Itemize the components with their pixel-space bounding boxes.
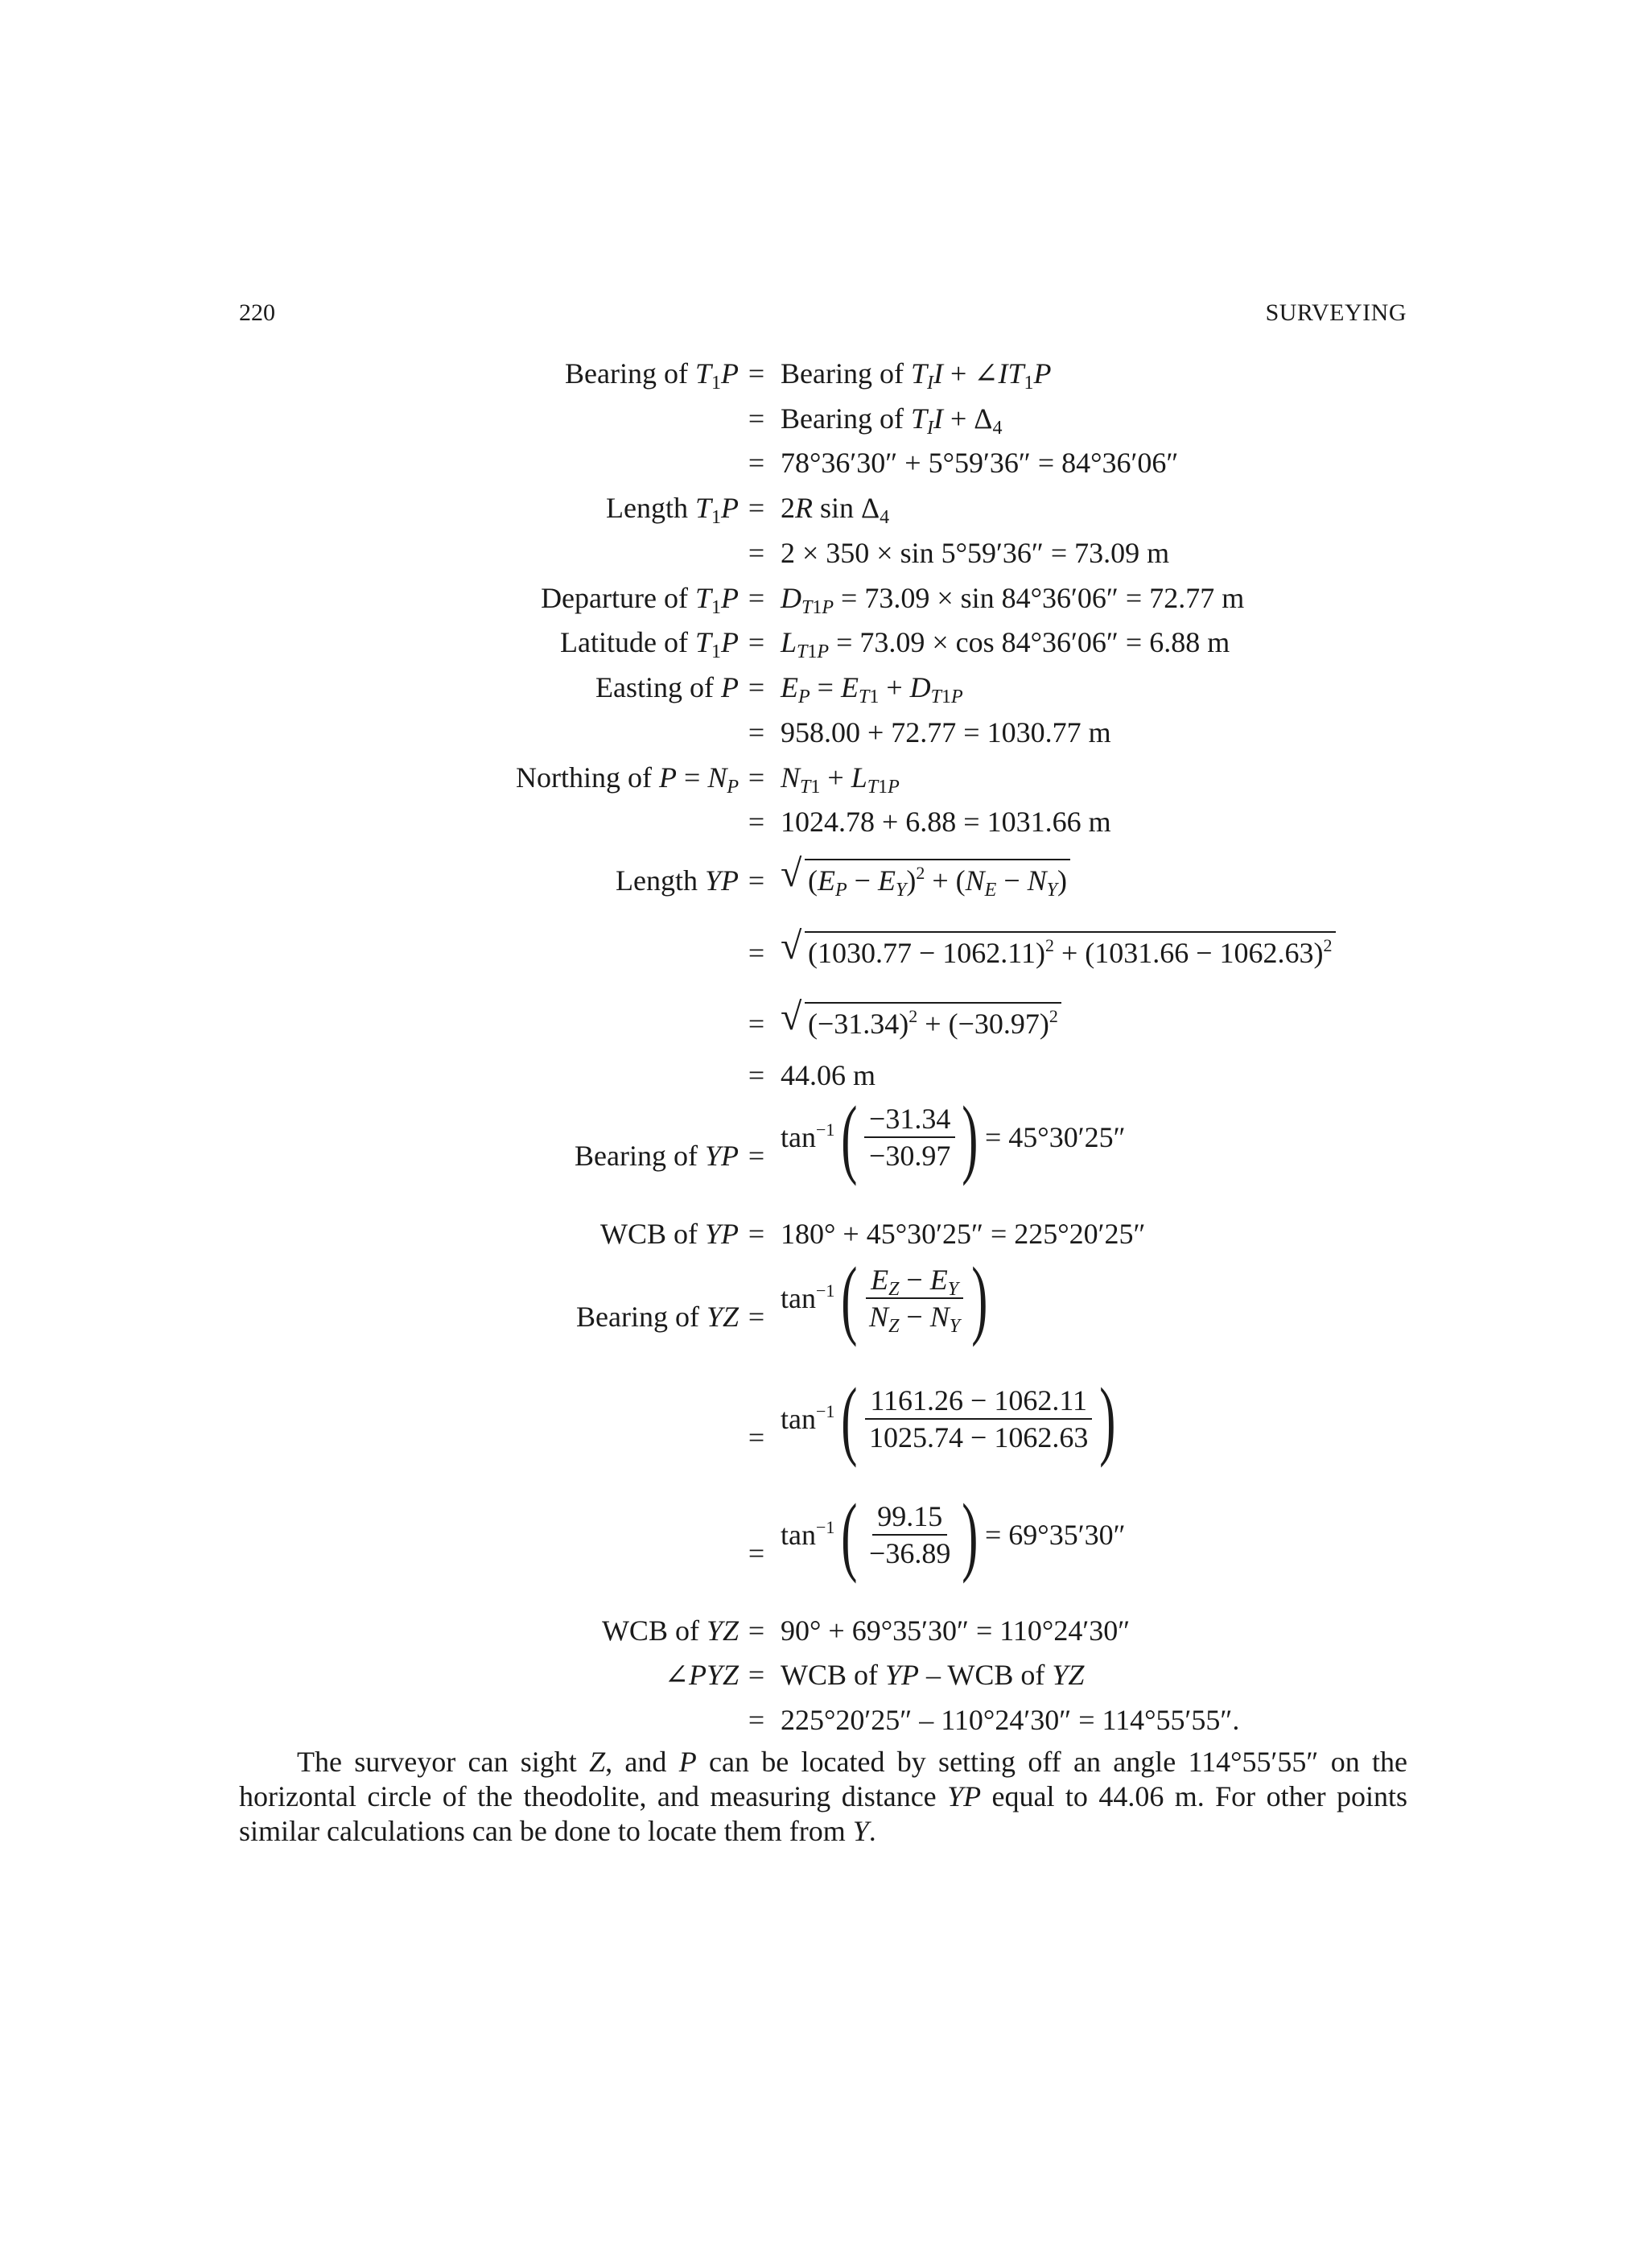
- eq-rhs: [781, 925, 1336, 975]
- eq-row-easting-value: [0, 710, 1648, 755]
- equals-sign: =: [748, 492, 765, 524]
- eq-row-length-yp-result: [0, 1053, 1648, 1098]
- conclusion-paragraph: [239, 1745, 1407, 1849]
- eq-row-bearing-yz: [0, 1249, 1648, 1347]
- eq-row-bearing-yp: [0, 1088, 1648, 1186]
- eq-rhs: $\tan^{-1}$ ( $\frac{1161.26 - 1062.11}{1025.74 - 1062.63}$ ): [781, 1370, 1116, 1468]
- eq-rhs: 44.06 m: [781, 1059, 876, 1091]
- eq-row-angle-pyz: [0, 1652, 1648, 1697]
- equals-sign: =: [748, 582, 765, 614]
- equals-sign: =: [748, 537, 765, 569]
- eq-rhs: $\tan^{-1}$ ( $\frac{99.15}{-36.89}$ ) = 69°35′30″: [781, 1486, 1126, 1584]
- running-head: SURVEYING: [1265, 299, 1407, 326]
- fraction: $\frac{99.15}{-36.89}$: [869, 1500, 951, 1569]
- fraction: $\frac{1161.26 - 1062.11}{1025.74 - 1062.63}$: [864, 1383, 1093, 1455]
- eq-row-bearing-value: [0, 440, 1648, 485]
- eq-rhs: 2 × 350 × sin 5°59′36″ = 73.09 m: [781, 537, 1170, 569]
- eq-lhs: Bearing of YP: [575, 1140, 739, 1172]
- eq-lhs: WCB of YP: [599, 1218, 739, 1250]
- eq-rhs: $L_{T1P} = 73.09 \times \cos 84^\circ 36'06'' = 6.88$ m: [781, 626, 1230, 662]
- eq-rhs: 180° + 45°30′25″ = 225°20′25″: [781, 1218, 1146, 1250]
- eq-row-wcb-yp: [0, 1211, 1648, 1256]
- eq-row-easting: [0, 665, 1648, 710]
- eq-lhs: Northing of $P = N_P$: [516, 761, 739, 798]
- equals-sign: =: [748, 671, 765, 703]
- equals-sign: =: [748, 402, 765, 435]
- equals-sign: =: [748, 716, 765, 748]
- eq-row-latitude: [0, 620, 1648, 665]
- equals-sign: =: [748, 1301, 765, 1333]
- eq-row-length-t1p: [0, 485, 1648, 530]
- eq-row-northing-value: [0, 799, 1648, 844]
- paragraph-text: The surveyor can sight Z, and P can be located by setting off an angle 114°55′55″ on the horizontal circle of the theodolite, and measuring distance YP equal to 44.06 m. For other points similar calculations can be done to locate them from Y.: [239, 1746, 1408, 1847]
- eq-rhs: WCB of YP – WCB of YZ: [781, 1659, 1085, 1691]
- equals-sign: =: [748, 864, 765, 897]
- eq-rhs: $D_{T1P} = 73.09 \times \sin 84^\circ 36'06'' = 72.77$ m: [781, 582, 1245, 618]
- equals-sign: =: [748, 1421, 765, 1454]
- eq-rhs: Bearing of $T_II$ + $\angle IT_1P$: [781, 357, 1052, 394]
- fraction: $\frac{E_Z - E_Y}{N_Z - N_Y}$: [864, 1262, 965, 1334]
- eq-rhs: 958.00 + 72.77 = 1030.77 m: [781, 716, 1111, 748]
- equals-sign: =: [748, 1059, 765, 1091]
- equals-sign: =: [748, 1614, 765, 1647]
- eq-row-angle-pyz-result: [0, 1697, 1648, 1742]
- eq-row-bearing-yz-result: [0, 1486, 1648, 1584]
- eq-lhs: Latitude of $T_1P$: [560, 626, 739, 662]
- eq-rhs: Bearing of $T_II + \Delta_4$: [781, 402, 1003, 439]
- equals-sign: =: [748, 1659, 765, 1691]
- equals-sign: =: [748, 1218, 765, 1250]
- equals-sign: =: [748, 1008, 765, 1040]
- eq-rhs: $\tan^{-1}$ ( $\frac{E_Z - E_Y}{N_Z - N_Y}$ ): [781, 1249, 988, 1347]
- equals-sign: =: [748, 1537, 765, 1569]
- page-number: 220: [239, 299, 275, 326]
- equals-sign: =: [748, 357, 765, 390]
- eq-lhs: Bearing of $T_1P$: [565, 357, 739, 394]
- eq-row-length-yp: [0, 852, 1648, 903]
- eq-lhs: Bearing of YZ: [576, 1301, 739, 1333]
- eq-lhs: Easting of P: [595, 671, 739, 703]
- fraction: $\frac{-31.34}{-30.97}$: [864, 1101, 955, 1173]
- eq-rhs: $\tan^{-1}$ ( $\frac{-31.34}{-30.97}$ ) = 45°30′25″: [781, 1088, 1126, 1186]
- eq-lhs: Departure of $T_1P$: [541, 582, 739, 618]
- eq-rhs: [781, 996, 1061, 1046]
- equals-sign: =: [748, 761, 765, 794]
- sqrt-expression: √ $(-31.34)^2 + (-30.97)^2$: [781, 1001, 1061, 1046]
- eq-row-length-yp-diff: [0, 996, 1648, 1046]
- sqrt-expression: √ $(1030.77 - 1062.11)^2 + (1031.66 - 1062.63)^2$: [781, 930, 1336, 975]
- equals-sign: =: [748, 626, 765, 658]
- eq-lhs: Length YP: [616, 864, 739, 897]
- eq-row-bearing-yz-numeric: [0, 1370, 1648, 1468]
- eq-rhs: $E_P = E_{T1} + D_{T1P}$: [781, 671, 963, 707]
- eq-row-northing: [0, 755, 1648, 800]
- equals-sign: =: [748, 1140, 765, 1172]
- eq-rhs: 1024.78 + 6.88 = 1031.66 m: [781, 806, 1111, 838]
- eq-rhs: 2R $\sin \Delta_4$: [781, 492, 890, 528]
- eq-rhs: $N_{T1} + L_{T1P}$: [781, 761, 900, 798]
- equals-sign: =: [748, 1704, 765, 1736]
- eq-row-bearing-delta: [0, 396, 1648, 441]
- eq-lhs: WCB of YZ: [601, 1614, 739, 1647]
- sqrt-expression: √ $(E_P - E_Y)^2 + (N_E - N_Y)$: [781, 858, 1070, 903]
- equals-sign: =: [748, 806, 765, 838]
- eq-rhs: 225°20′25″ – 110°24′30″ = 114°55′55″.: [781, 1704, 1240, 1736]
- equals-sign: =: [748, 447, 765, 479]
- eq-rhs: [781, 852, 1070, 903]
- eq-rhs: 78°36′30″ + 5°59′36″ = 84°36′06″: [781, 447, 1179, 479]
- eq-row-length-yp-numeric: [0, 925, 1648, 975]
- eq-lhs: Length $T_1P$: [605, 492, 739, 528]
- eq-rhs: 90° + 69°35′30″ = 110°24′30″: [781, 1614, 1131, 1647]
- eq-row-length-value: [0, 530, 1648, 575]
- eq-lhs: ∠PYZ: [664, 1659, 739, 1691]
- equals-sign: =: [748, 937, 765, 969]
- eq-row-bearing-t1p: [0, 351, 1648, 396]
- eq-row-wcb-yz: [0, 1608, 1648, 1653]
- eq-row-departure: [0, 575, 1648, 621]
